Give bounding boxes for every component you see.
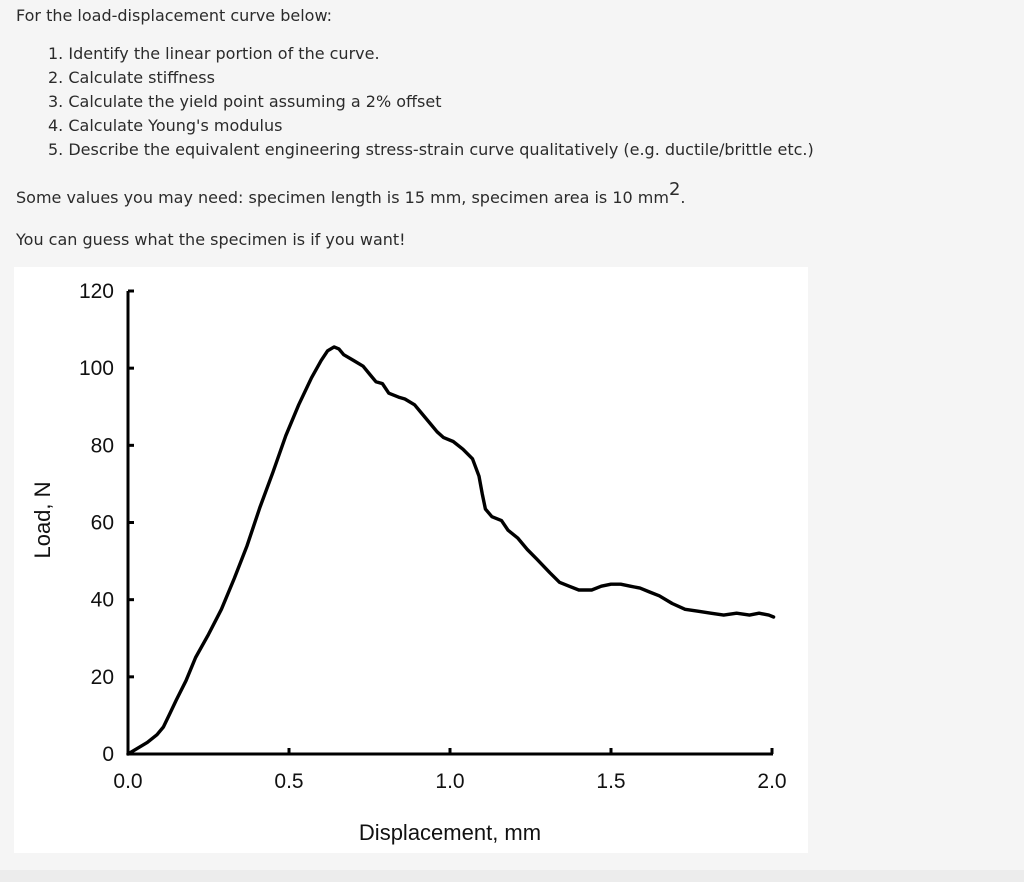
area-unit-exponent: 2 xyxy=(668,178,681,200)
y-tick-label: 0 xyxy=(102,743,114,766)
axes xyxy=(127,291,774,756)
y-tick-label: 100 xyxy=(78,357,114,381)
given-values xyxy=(16,178,686,210)
x-axis-title: Displacement, mm xyxy=(358,820,542,845)
task-item: 4. Calculate Young's modulus xyxy=(48,116,283,135)
x-tick-label: 2.0 xyxy=(757,770,787,793)
task-item: 3. Calculate the yield point assuming a 2% offset xyxy=(48,92,442,111)
load-displacement-curve xyxy=(128,347,774,754)
y-tick-label: 120 xyxy=(78,280,114,303)
task-list xyxy=(48,42,814,162)
tick-labels xyxy=(79,280,787,793)
tick-marks xyxy=(128,291,772,754)
given-values-end: . xyxy=(680,188,686,207)
chart-svg xyxy=(14,267,808,853)
load-displacement-chart xyxy=(14,267,808,853)
x-tick-label: 1.5 xyxy=(596,770,626,793)
y-axis-title: Load, N xyxy=(30,481,55,559)
x-tick-label: 0.5 xyxy=(274,770,304,793)
y-tick-label: 20 xyxy=(90,665,114,689)
question-intro: For the load-displacement curve below: xyxy=(16,6,333,25)
task-item: 2. Calculate stiffness xyxy=(48,68,215,87)
x-tick-label: 0.0 xyxy=(113,770,143,793)
y-tick-label: 80 xyxy=(90,434,114,458)
given-values-text: Some values you may need: specimen length is 15 mm, specimen area is 10 mm xyxy=(16,188,669,207)
task-item: 1. Identify the linear portion of the curve. xyxy=(48,44,380,63)
guess-prompt: You can guess what the specimen is if you want! xyxy=(16,230,406,249)
y-tick-label: 40 xyxy=(90,588,114,612)
x-tick-label: 1.0 xyxy=(435,770,465,793)
bottom-strip xyxy=(0,870,1024,882)
series-layer xyxy=(128,347,774,754)
y-tick-label: 60 xyxy=(90,511,114,535)
task-item: 5. Describe the equivalent engineering stress-strain curve qualitatively (e.g. ductile/brittle etc.) xyxy=(48,140,814,159)
